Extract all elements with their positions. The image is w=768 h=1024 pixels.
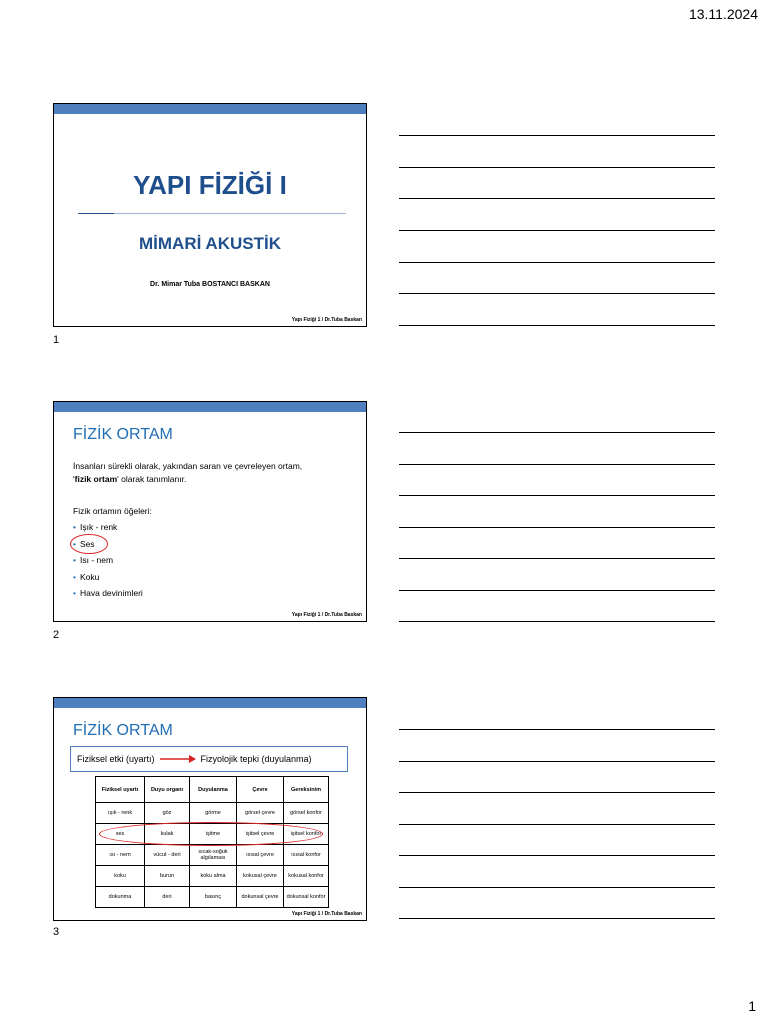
notes-line (399, 792, 715, 793)
notes-line (399, 198, 715, 199)
slide-header-bar (54, 698, 366, 708)
notes-line (399, 855, 715, 856)
notes-line (399, 527, 715, 528)
slide-footer: Yapı Fiziği 1 / Dr.Tuba Baskan (291, 317, 362, 323)
table-cell: görsel çevre (237, 803, 284, 824)
title-divider-accent (78, 213, 114, 214)
title-divider (78, 213, 346, 214)
table-cell: kokusal çevre (237, 866, 284, 887)
slide-author: Dr. Mimar Tuba BOSTANCI BASKAN (150, 281, 270, 288)
list-item: • Isı - nem (73, 552, 143, 569)
table-cell: burun (145, 866, 190, 887)
list-heading: Fizik ortamın öğeleri: (73, 506, 152, 516)
element-list (73, 519, 143, 602)
notes-line (399, 464, 715, 465)
table-cell: dokunsal konfor (284, 887, 329, 908)
slide-footer: Yapı Fiziği 1 / Dr.Tuba Baskan (291, 911, 362, 917)
flow-left-label: Fiziksel etki (uyartı) (77, 754, 155, 764)
slide-3 (53, 697, 367, 921)
table-cell: ısısal konfor (284, 845, 329, 866)
slide-title: FİZİK ORTAM (73, 722, 173, 739)
flow-right-label: Fizyolojik tepki (duyulanma) (200, 754, 312, 764)
column-header: Fiziksel uyartı (96, 777, 145, 803)
notes-line (399, 262, 715, 263)
table-cell: işitsel konfor (284, 824, 329, 845)
column-header: Çevre (237, 777, 284, 803)
notes-line (399, 167, 715, 168)
highlight-circle (70, 534, 108, 554)
table-cell: işitsel çevre (237, 824, 284, 845)
notes-line (399, 918, 715, 919)
list-item: • Hava devinimleri (73, 585, 143, 602)
table-cell: ışık - renk (96, 803, 145, 824)
page-number: 1 (748, 998, 756, 1014)
table-cell: deri (145, 887, 190, 908)
column-header: Duyulanma (190, 777, 237, 803)
notes-line (399, 495, 715, 496)
table-cell: kulak (145, 824, 190, 845)
notes-line (399, 293, 715, 294)
table-cell: işitme (190, 824, 237, 845)
table-row (96, 866, 329, 887)
definition-paragraph (73, 460, 302, 486)
notes-line (399, 729, 715, 730)
notes-line (399, 558, 715, 559)
table-row (96, 887, 329, 908)
print-date: 13.11.2024 (688, 6, 758, 22)
table-cell: kokusal konfor (284, 866, 329, 887)
slide-header-bar (54, 402, 366, 412)
notes-line (399, 325, 715, 326)
table-cell: ısı - nem (96, 845, 145, 866)
slide-index-3: 3 (53, 926, 60, 938)
table-cell: görsel konfor (284, 803, 329, 824)
notes-line (399, 887, 715, 888)
notes-line (399, 824, 715, 825)
table-cell: sıcak-soğuk algılaması (190, 845, 237, 866)
table-cell: dokunsal çevre (237, 887, 284, 908)
column-header: Duyu organı (145, 777, 190, 803)
slide-index-2: 2 (53, 629, 60, 641)
paragraph-line-2: ' olarak tanımlanır. (117, 474, 187, 484)
notes-line (399, 432, 715, 433)
quote-open: ' (73, 474, 75, 484)
table-cell: ısısal çevre (237, 845, 284, 866)
list-item: • Işık - renk (73, 519, 143, 536)
notes-line (399, 230, 715, 231)
flow-box (70, 746, 348, 772)
table-cell: dokunma (96, 887, 145, 908)
table-cell: koku (96, 866, 145, 887)
slide-1 (53, 103, 367, 327)
slide-title: FİZİK ORTAM (73, 426, 173, 443)
notes-line (399, 135, 715, 136)
table-cell: göz (145, 803, 190, 824)
table-cell: görme (190, 803, 237, 824)
table-cell: ses (96, 824, 145, 845)
column-header: Gereksinim (284, 777, 329, 803)
bold-term: fizik ortam (74, 474, 118, 484)
slide-subtitle: MİMARİ AKUSTİK (139, 234, 281, 253)
list-item: • Koku (73, 569, 143, 586)
table-cell: vücut - deri (145, 845, 190, 866)
notes-line (399, 590, 715, 591)
table-row (96, 845, 329, 866)
table-header-row (96, 777, 329, 803)
highlight-circle (99, 822, 323, 846)
slide-footer: Yapı Fiziği 1 / Dr.Tuba Baskan (291, 612, 362, 618)
table-row (96, 803, 329, 824)
slide-2 (53, 401, 367, 622)
paragraph-line-1: İnsanları sürekli olarak, yakından saran ve çevreleyen ortam, (73, 461, 303, 471)
slide-header-bar (54, 104, 366, 114)
list-item: • Ses (73, 536, 143, 553)
slide-title: YAPI FİZİĞİ I (133, 170, 287, 200)
notes-line (399, 761, 715, 762)
notes-line (399, 621, 715, 622)
table-cell: basınç (190, 887, 237, 908)
slide-index-1: 1 (53, 334, 60, 346)
arrow-right-icon (159, 754, 197, 764)
table-cell: koku alma (190, 866, 237, 887)
